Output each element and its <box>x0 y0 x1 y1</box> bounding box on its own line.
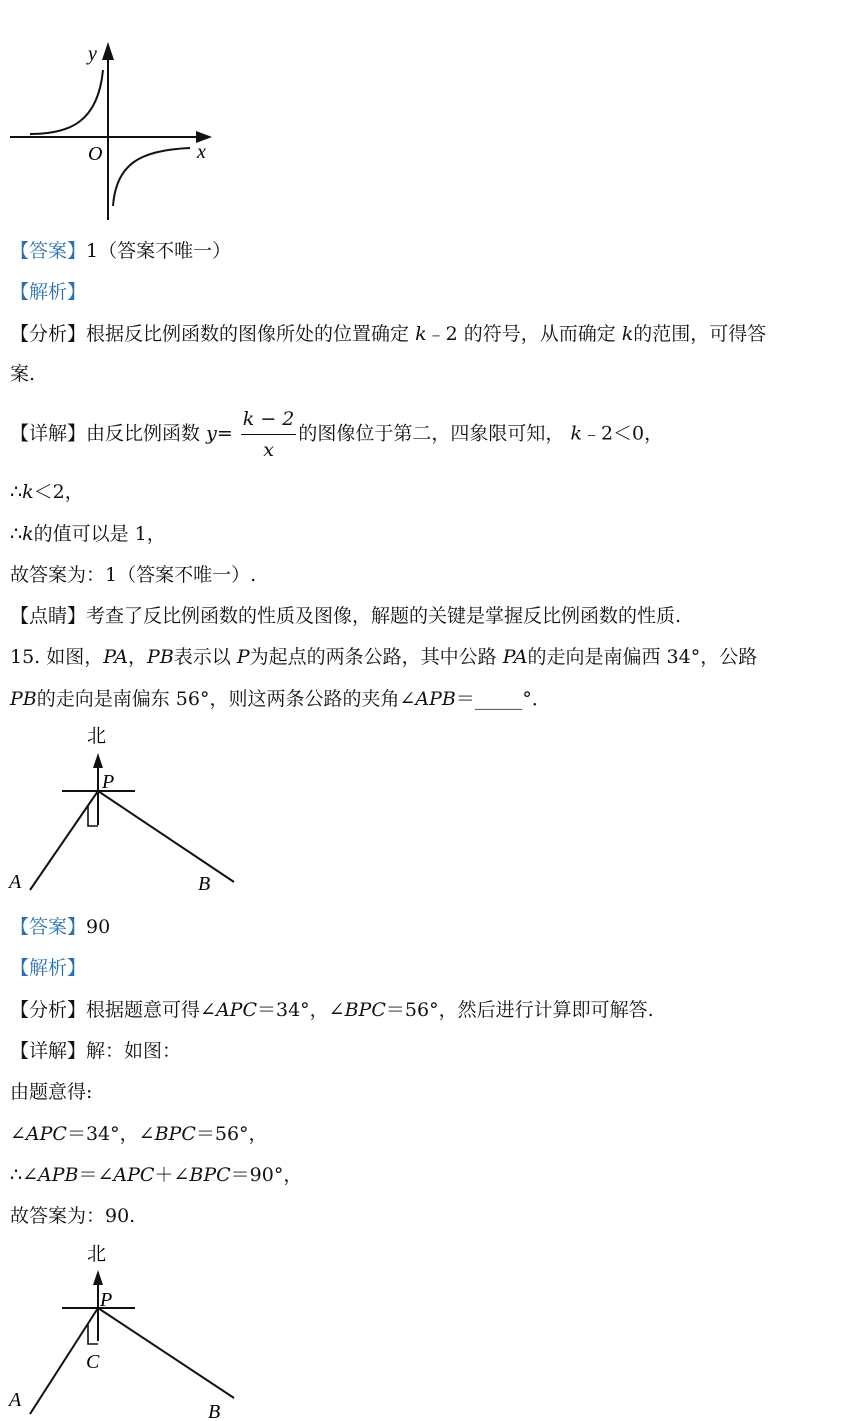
xiangjie-tag: 【详解】 <box>10 422 87 445</box>
dianjing-text: 考查了反比例函数的性质及图像，解题的关键是掌握反比例函数的性质. <box>86 605 682 627</box>
xiangjie-text: 的图像位于第二，四象限可知， <box>298 422 565 445</box>
var-apc: APC <box>113 1164 155 1186</box>
q14-step-a <box>10 478 84 506</box>
road-pa <box>30 791 98 890</box>
var-apc: APC <box>215 999 257 1021</box>
question-text: 为起点的两条公路，其中公路 <box>249 646 497 668</box>
fenxi-text: ﹣2 的符号，从而确定 <box>426 323 616 345</box>
var-bpc: BPC <box>344 999 386 1021</box>
var-k: k <box>570 422 582 445</box>
curve-fourth-quadrant <box>113 148 190 206</box>
step-text: ∴∠ <box>10 1164 39 1186</box>
conclusion-text: 故答案为：90. <box>10 1205 136 1227</box>
q15-question-line2 <box>10 685 551 713</box>
var-pb: PB <box>10 688 37 710</box>
hyperbola-graph <box>0 30 230 230</box>
var-k: k <box>22 481 34 503</box>
fraction-denominator: x <box>263 439 274 461</box>
var-pa: PA <box>502 646 528 668</box>
step-text: ＝∠ <box>78 1164 114 1186</box>
q15-answer <box>10 913 110 941</box>
point-a-label: A <box>9 871 22 893</box>
q14-answer <box>10 237 231 265</box>
question-text: ， <box>128 646 148 668</box>
step-text: 的值可以是 1， <box>33 523 166 545</box>
q14-jiexi <box>10 278 86 306</box>
var-bpc: BPC <box>154 1123 196 1145</box>
question-text: 的走向是南偏西 34°，公路 <box>527 646 758 668</box>
angle-mark <box>88 806 98 826</box>
jiexi-tag: 【解析】 <box>10 281 87 303</box>
direction-figure-2 <box>0 1236 260 1421</box>
var-apb: APB <box>415 688 456 710</box>
fenxi-text: ＝34°，∠ <box>256 999 345 1021</box>
road-pb <box>98 791 234 882</box>
q15-fenxi <box>10 996 654 1024</box>
q14-fenxi-line2 <box>10 360 35 388</box>
q14-step-b <box>10 520 166 548</box>
var-k: k <box>415 323 427 345</box>
therefore: ∴ <box>10 481 23 503</box>
jiexi-tag: 【解析】 <box>10 957 87 979</box>
fenxi-text: 案. <box>10 363 36 385</box>
fenxi-text: 根据题意可得∠ <box>86 999 216 1021</box>
xiangjie-text: ﹣2＜0， <box>581 422 664 445</box>
step-text: ＜2， <box>33 481 84 503</box>
var-apc: APC <box>25 1123 67 1145</box>
road-pb <box>98 1308 234 1398</box>
var-y: y <box>206 422 217 445</box>
fenxi-text: ＝56°，然后进行计算即可解答. <box>385 999 654 1021</box>
step-text: ＝34°，∠ <box>66 1123 155 1145</box>
step-text: ∠ <box>10 1123 26 1145</box>
xiangjie-text: 由反比例函数 <box>86 422 201 445</box>
north-label: 北 <box>87 726 107 747</box>
var-k: k <box>621 323 634 345</box>
q14-conclusion <box>10 561 256 589</box>
fenxi-text: 根据反比例函数的图像所处的位置确定 <box>86 323 410 345</box>
x-label: x <box>197 141 206 163</box>
y-label: y <box>88 43 97 65</box>
point-p-label: P <box>102 771 115 793</box>
var-apb: APB <box>38 1164 79 1186</box>
north-label: 北 <box>87 1244 107 1265</box>
origin-label: O <box>88 143 103 165</box>
q15-jiexi <box>10 954 86 982</box>
q15-question-line1 <box>10 643 757 671</box>
step-text: ＋∠ <box>154 1164 190 1186</box>
north-arrow <box>93 753 103 768</box>
fenxi-tag: 【分析】 <box>10 323 87 345</box>
equals: = <box>216 422 233 445</box>
step-text: ＝90°， <box>230 1164 303 1186</box>
point-a-label: A <box>9 1389 22 1411</box>
fenxi-text: 的范围，可得答 <box>633 323 767 345</box>
dianjing-tag: 【点睛】 <box>10 605 87 627</box>
question-text: ＝_____°． <box>455 688 551 710</box>
angle-mark <box>88 1324 98 1344</box>
q15-conclusion <box>10 1202 135 1230</box>
q14-fenxi <box>10 320 766 348</box>
question-text: 表示以 <box>173 646 231 668</box>
xiangjie-tag: 【详解】 <box>10 1040 87 1062</box>
question-text: 15. 如图， <box>10 646 104 668</box>
point-b-label: B <box>208 1401 221 1421</box>
fraction <box>241 404 297 465</box>
curve-second-quadrant <box>30 70 103 134</box>
q15-xiangjie <box>10 1037 181 1065</box>
question-text: 的走向是南偏东 56°，则这两条公路的夹角∠ <box>36 688 416 710</box>
var-pa: PA <box>103 646 129 668</box>
conclusion-text: 故答案为：1（答案不唯一）. <box>10 564 257 586</box>
answer-text: 90 <box>86 916 111 938</box>
answer-tag: 【答案】 <box>10 240 87 262</box>
q14-dianjing <box>10 602 681 630</box>
fenxi-tag: 【分析】 <box>10 999 87 1021</box>
answer-text: 1（答案不唯一） <box>86 240 232 262</box>
fraction-numerator: k − 2 <box>241 404 297 435</box>
q15-step-a <box>10 1078 92 1106</box>
var-bpc: BPC <box>189 1164 231 1186</box>
point-p-label: P <box>100 1289 113 1311</box>
step-text: ＝56°， <box>195 1123 268 1145</box>
therefore: ∴ <box>10 523 23 545</box>
point-c-label: C <box>86 1351 100 1373</box>
var-p: P <box>236 646 250 668</box>
var-k: k <box>22 523 34 545</box>
y-axis-arrow <box>102 42 114 60</box>
point-b-label: B <box>198 873 211 895</box>
q14-xiangjie <box>10 404 663 465</box>
step-text: 由题意得: <box>10 1081 93 1103</box>
xiangjie-text: 解：如图： <box>86 1040 182 1062</box>
north-arrow <box>93 1270 103 1285</box>
q15-step-b <box>10 1120 268 1148</box>
q15-step-c <box>10 1161 302 1189</box>
direction-figure-1 <box>0 720 260 900</box>
answer-tag: 【答案】 <box>10 916 87 938</box>
var-pb: PB <box>147 646 174 668</box>
